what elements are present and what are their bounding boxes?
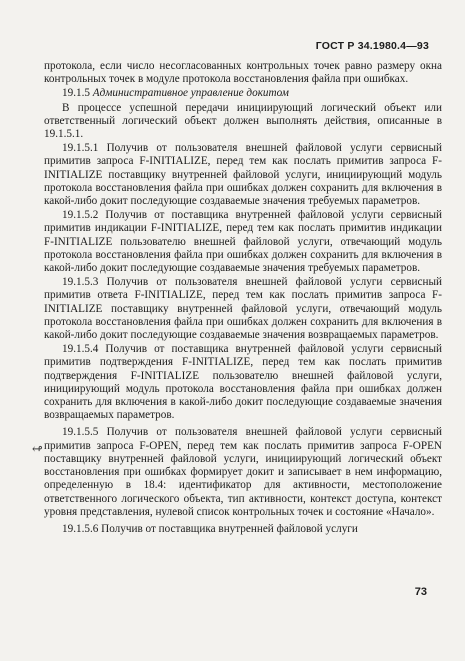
document-header: ГОСТ Р 34.1980.4—93	[315, 40, 429, 52]
section-title: Административное управление докитом	[92, 87, 289, 100]
paragraph: 19.1.5.4 Получив от поставщика внутренней файловой услуги сервисный примитив подтверждения F-INITIALIZE, перед тем как послать примитив подтверждения F-INITIALIZE пользователю внешней файловой услуги, инициирующий модуль протокола восстановления файла при ошибках должен сохранить для включения в какой-либо докит последующие создаваемые значения возвращаемых параметров.	[44, 343, 442, 422]
paragraph: 19.1.5.2 Получив от поставщика внутренней файловой услуги сервисный примитив индикации F-INITIALIZE, перед тем как послать примитив индикации F-INITIALIZE пользователю внешней файловой услуги, отвечающий модуль протокола восстановления файла при ошибках должен сохранить для включения в какой-либо докит последующие создаваемые значения требуемых параметров.	[44, 209, 442, 275]
paragraph: 19.1.5.1 Получив от пользователя внешней файловой услуги сервисный примитив запроса F-INITIALIZE, перед тем как послать примитив запроса F-INITIALIZE поставщику внутренней файловой услуги, инициирующий модуль протокола восстановления файла при ошибках должен сохранить для включения в какой-либо докит последующие создаваемые значения требуемых параметров.	[44, 142, 442, 208]
section-heading	[44, 87, 442, 100]
section-number: 19.1.5	[62, 87, 90, 100]
paragraph-continuation: протокола, если число несогласованных контрольных точек равно размеру окна контрольных точек в модуле протокола восстановления файла при ошибках.	[44, 60, 442, 86]
paragraph: 19.1.5.6 Получив от поставщика внутренней файловой услуги	[62, 522, 358, 535]
paragraph: В процессе успешной передачи инициирующий логический объект или ответственный логический объект должен выполнять действия, описанные в 19.1.5.1.	[44, 101, 442, 141]
paragraph: 19.1.5.5 Получив от пользователя внешней файловой услуги сервисный примитив запроса F-OPEN, перед тем как послать примитив запроса F-OPEN поставщику внутренней файловой услуги, инициирующий логический объект восстановления при ошибках формирует докит и записывает в нем информацию, определенную в 18.4: идентификатор для активности, местоположение ответственного логического объекта, тип активности, контекст доступа, контекст уровня представления, нулевой список контрольных точек и состояние «Начало».	[44, 426, 442, 518]
page-number: 73	[414, 586, 427, 598]
body-text	[44, 60, 442, 536]
paragraph: 19.1.5.3 Получив от пользователя внешней файловой услуги сервисный примитив ответа F-INITIALIZE, перед тем как послать примитив запроса F-INITIALIZE поставщику внутренней файловой услуги, отвечающий модуль протокола восстановления файла при ошибках должен сохранить для включения в какой-либо докит последующие создаваемые значения возвращаемых параметров.	[44, 276, 442, 342]
margin-mark: ↫	[32, 441, 43, 456]
